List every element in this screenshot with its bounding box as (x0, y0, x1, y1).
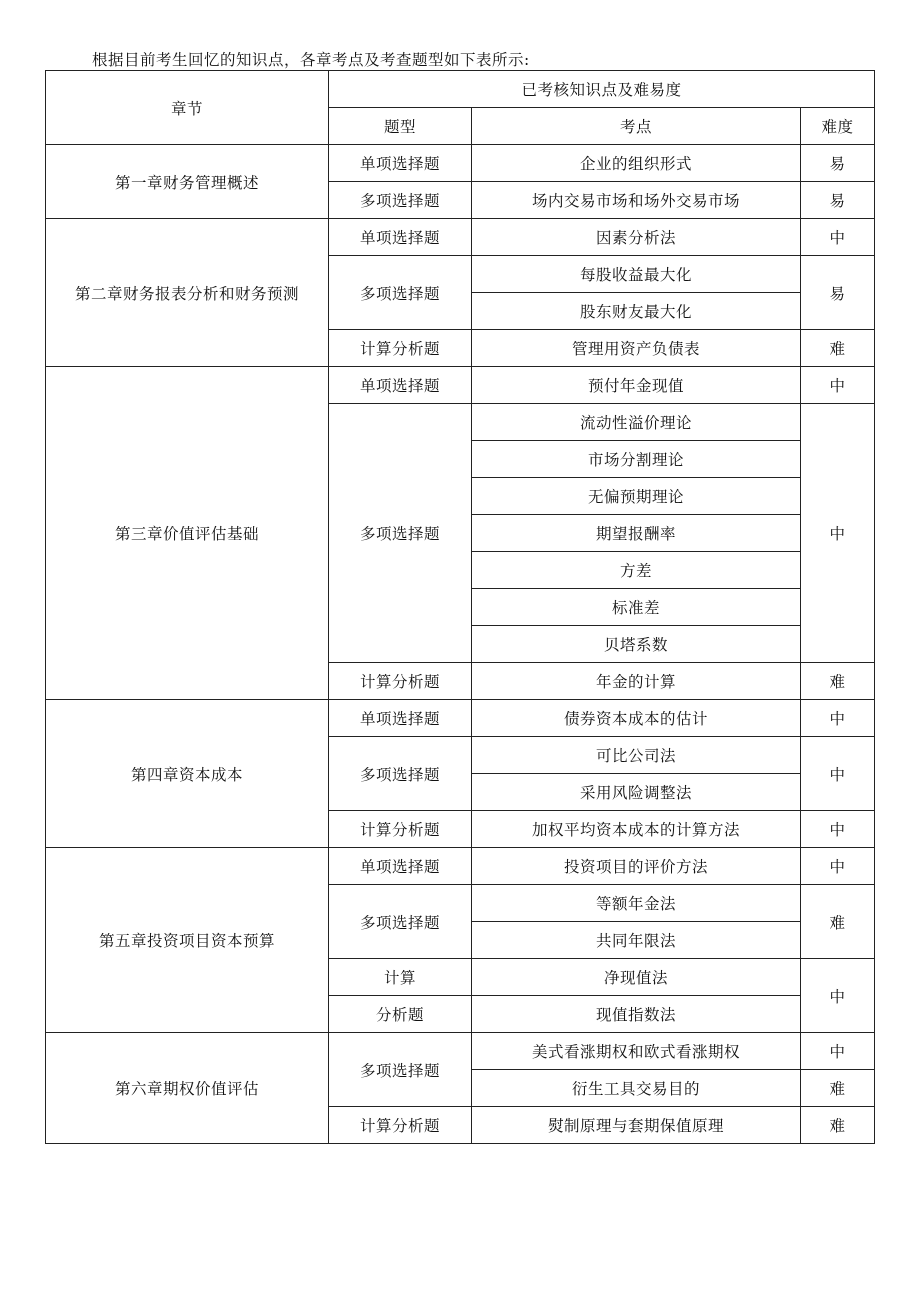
difficulty: 易 (801, 256, 875, 330)
exam-point: 股东财友最大化 (472, 293, 801, 330)
exam-point: 美式看涨期权和欧式看涨期权 (472, 1033, 801, 1070)
exam-point: 预付年金现值 (472, 367, 801, 404)
difficulty: 中 (801, 404, 875, 663)
header-group: 已考核知识点及难易度 (329, 71, 875, 108)
exam-point: 场内交易市场和场外交易市场 (472, 182, 801, 219)
difficulty: 难 (801, 885, 875, 959)
header-type: 题型 (329, 108, 472, 145)
exam-point: 方差 (472, 552, 801, 589)
table-row (46, 145, 875, 182)
difficulty: 中 (801, 848, 875, 885)
exam-point: 企业的组织形式 (472, 145, 801, 182)
exam-point: 无偏预期理论 (472, 478, 801, 515)
question-type: 计算分析题 (329, 1107, 472, 1144)
difficulty: 中 (801, 737, 875, 811)
exam-point: 衍生工具交易目的 (472, 1070, 801, 1107)
difficulty: 中 (801, 367, 875, 404)
question-type: 多项选择题 (329, 182, 472, 219)
exam-point: 期望报酬率 (472, 515, 801, 552)
header-difficulty: 难度 (801, 108, 875, 145)
chapter-title: 第三章价值评估基础 (46, 367, 329, 700)
exam-point: 标准差 (472, 589, 801, 626)
chapter-title: 第一章财务管理概述 (46, 145, 329, 219)
difficulty: 中 (801, 219, 875, 256)
question-type: 计算分析题 (329, 811, 472, 848)
question-type: 分析题 (329, 996, 472, 1033)
chapter-title: 第四章资本成本 (46, 700, 329, 848)
difficulty: 中 (801, 700, 875, 737)
exam-point: 熨制原理与套期保值原理 (472, 1107, 801, 1144)
intro-text: 根据目前考生回忆的知识点，各章考点及考查题型如下表所示: (92, 51, 530, 69)
exam-point: 年金的计算 (472, 663, 801, 700)
exam-point: 加权平均资本成本的计算方法 (472, 811, 801, 848)
table-row (46, 700, 875, 737)
exam-point: 等额年金法 (472, 885, 801, 922)
header-row-1 (46, 71, 875, 108)
difficulty: 难 (801, 1107, 875, 1144)
header-point: 考点 (472, 108, 801, 145)
chapter-title: 第五章投资项目资本预算 (46, 848, 329, 1033)
exam-point: 可比公司法 (472, 737, 801, 774)
exam-point: 贝塔系数 (472, 626, 801, 663)
difficulty: 中 (801, 811, 875, 848)
difficulty: 易 (801, 145, 875, 182)
exam-point: 共同年限法 (472, 922, 801, 959)
question-type: 多项选择题 (329, 885, 472, 959)
question-type: 单项选择题 (329, 219, 472, 256)
question-type: 多项选择题 (329, 1033, 472, 1107)
question-type: 多项选择题 (329, 256, 472, 330)
question-type: 多项选择题 (329, 737, 472, 811)
difficulty: 难 (801, 330, 875, 367)
table-row (46, 219, 875, 256)
difficulty: 中 (801, 959, 875, 1033)
table-row (46, 1033, 875, 1070)
exam-point: 投资项目的评价方法 (472, 848, 801, 885)
question-type: 计算分析题 (329, 330, 472, 367)
difficulty: 中 (801, 1033, 875, 1070)
difficulty: 易 (801, 182, 875, 219)
exam-point: 市场分割理论 (472, 441, 801, 478)
question-type: 单项选择题 (329, 700, 472, 737)
question-type: 单项选择题 (329, 145, 472, 182)
chapter-title: 第二章财务报表分析和财务预测 (46, 219, 329, 367)
exam-point: 净现值法 (472, 959, 801, 996)
question-type: 计算 (329, 959, 472, 996)
header-chapter: 章节 (46, 71, 329, 145)
difficulty: 难 (801, 663, 875, 700)
question-type: 计算分析题 (329, 663, 472, 700)
exam-point: 流动性溢价理论 (472, 404, 801, 441)
table-row (46, 848, 875, 885)
exam-point: 现值指数法 (472, 996, 801, 1033)
exam-point: 因素分析法 (472, 219, 801, 256)
exam-point: 债券资本成本的估计 (472, 700, 801, 737)
question-type: 多项选择题 (329, 404, 472, 663)
question-type: 单项选择题 (329, 848, 472, 885)
question-type: 单项选择题 (329, 367, 472, 404)
exam-point: 每股收益最大化 (472, 256, 801, 293)
exam-points-table (45, 70, 875, 1144)
chapter-title: 第六章期权价值评估 (46, 1033, 329, 1144)
exam-point: 采用风险调整法 (472, 774, 801, 811)
exam-point: 管理用资产负债表 (472, 330, 801, 367)
table-row (46, 367, 875, 404)
difficulty: 难 (801, 1070, 875, 1107)
